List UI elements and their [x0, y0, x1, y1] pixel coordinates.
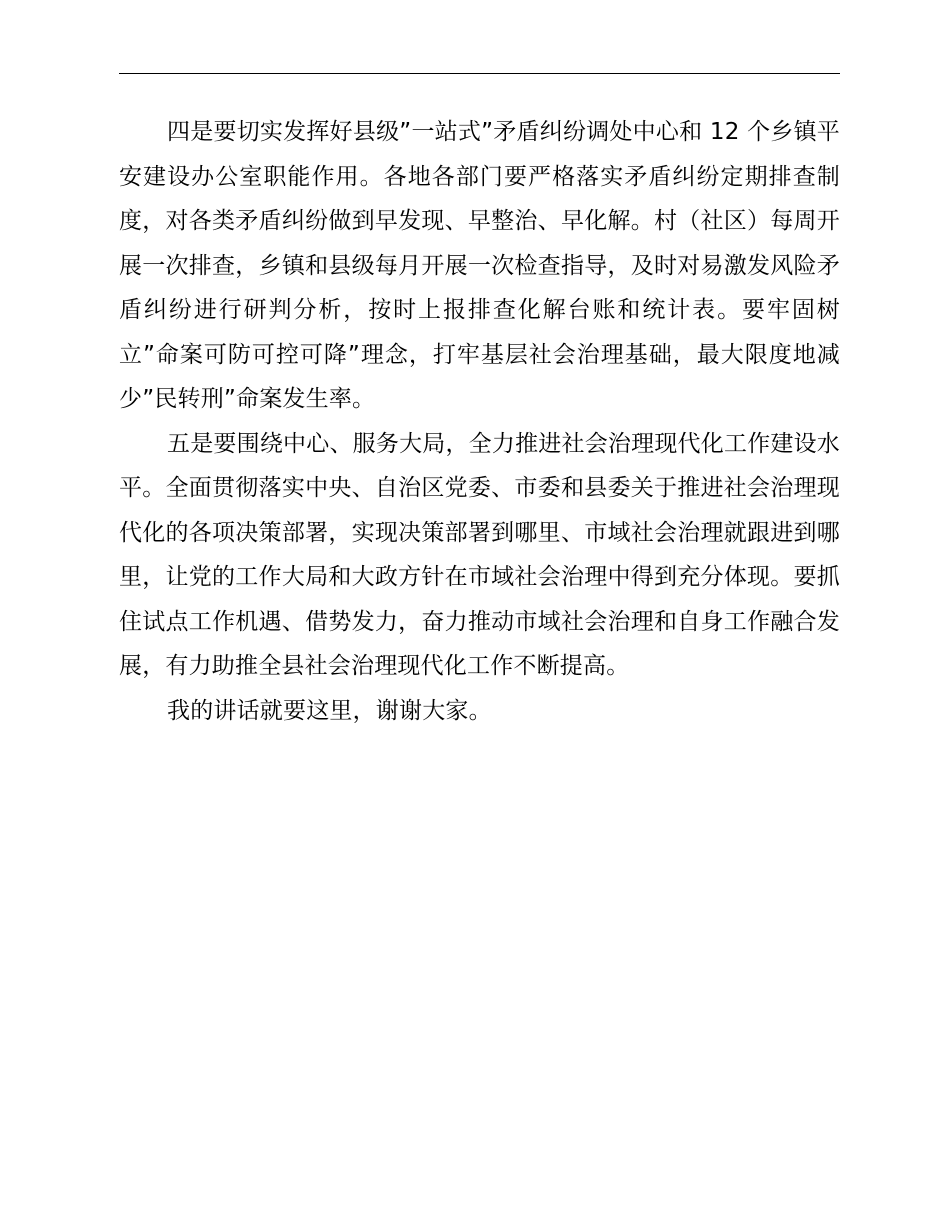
paragraph-4: 四是要切实发挥好县级”一站式”矛盾纠纷调处中心和 12 个乡镇平安建设办公室职能作用。各地各部门要严格落实矛盾纠纷定期排查制度，对各类矛盾纠纷做到早发现、早整治、早化解。村（社区）每周开展一次排查，乡镇和县级每月开展一次检查指导，及时对易激发风险矛盾纠纷进行研判分析，按时上报排查化解台账和统计表。要牢固树立”命案可防可控可降”理念，打牢基层社会治理基础，最大限度地减少”民转刑”命案发生率。	[119, 119, 840, 412]
closing-paragraph: 我的讲话就要这里，谢谢大家。	[167, 697, 492, 724]
header-rule	[119, 73, 840, 74]
paragraph-5: 五是要围绕中心、服务大局，全力推进社会治理现代化工作建设水平。全面贯彻落实中央、自治区党委、市委和县委关于推进社会治理现代化的各项决策部署，实现决策部署到哪里、市域社会治理就跟进到哪里，让党的工作大局和大政方针在市域社会治理中得到充分体现。要抓住试点工作机遇、借势发力，奋力推动市域社会治理和自身工作融合发展，有力助推全县社会治理现代化工作不断提高。	[119, 430, 840, 679]
document-body	[119, 110, 840, 733]
